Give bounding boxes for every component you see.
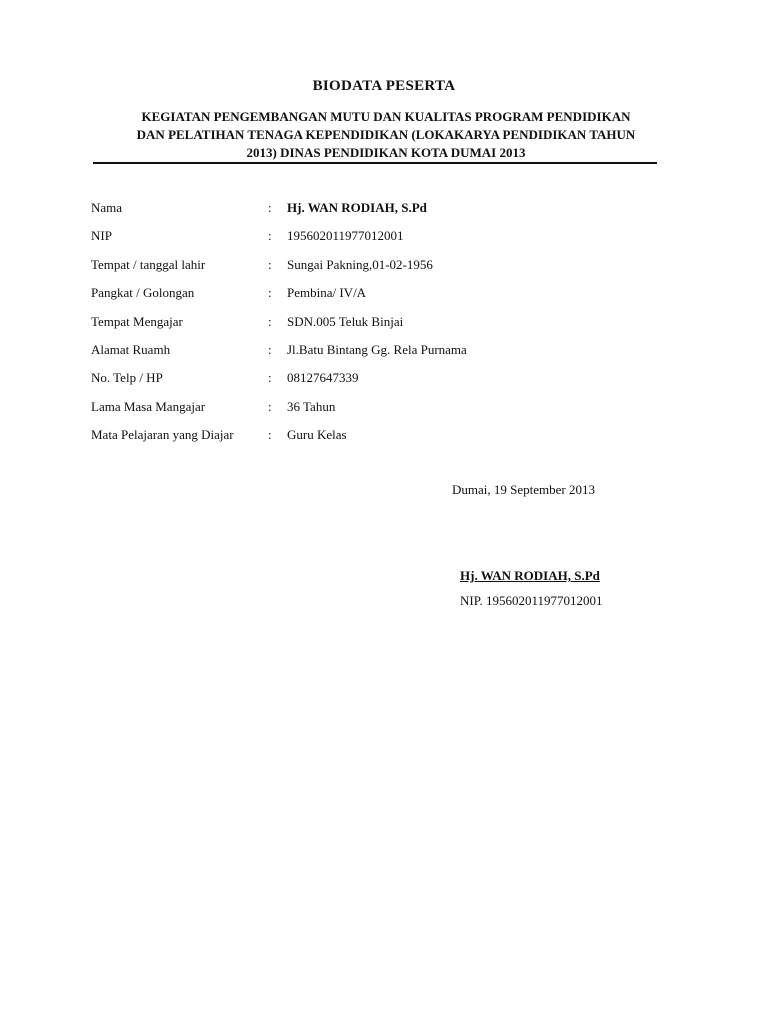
header-divider	[93, 162, 657, 164]
field-separator: :	[268, 341, 272, 357]
field-value: Guru Kelas	[287, 427, 347, 443]
biodata-row-rank	[91, 283, 651, 311]
field-value: SDN.005 Teluk Binjai	[287, 313, 404, 329]
field-label: Lama Masa Mangajar	[91, 398, 206, 414]
field-value: Jl.Batu Bintang Gg. Rela Purnama	[287, 341, 467, 357]
field-label: Mata Pelajaran yang Diajar	[91, 427, 234, 443]
field-label: Pangkat / Golongan	[91, 285, 195, 301]
subtitle-line: 2013) DINAS PENDIDIKAN KOTA DUMAI 2013	[246, 145, 526, 160]
field-separator: :	[268, 285, 272, 301]
biodata-row-address	[91, 340, 651, 368]
field-value: Hj. WAN RODIAH, S.Pd	[287, 200, 427, 215]
biodata-row-nip	[91, 226, 651, 254]
field-value: 08127647339	[287, 370, 359, 386]
field-value: 36 Tahun	[287, 398, 336, 414]
biodata-row-phone	[91, 368, 651, 396]
subtitle-line: DAN PELATIHAN TENAGA KEPENDIDIKAN (LOKAKARYA PENDIDIKAN TAHUN	[136, 127, 636, 142]
field-label: No. Telp / HP	[91, 370, 163, 386]
field-label: Tempat Mengajar	[91, 313, 183, 329]
field-separator: :	[268, 427, 272, 443]
field-label: Tempat / tanggal lahir	[91, 256, 206, 272]
signature-nip: NIP. 195602011977012001	[460, 593, 603, 608]
document-subtitle	[86, 108, 686, 162]
field-label: Nama	[91, 200, 123, 215]
field-separator: :	[268, 313, 272, 329]
field-value: Pembina/ IV/A	[287, 285, 367, 301]
biodata-row-nama	[91, 198, 651, 226]
biodata-row-school	[91, 312, 651, 340]
signature-place-date: Dumai, 19 September 2013	[452, 482, 595, 497]
field-separator: :	[268, 200, 272, 215]
field-value: 195602011977012001	[287, 228, 404, 244]
field-label: NIP	[91, 228, 112, 244]
field-value: Sungai Pakning,01-02-1956	[287, 256, 433, 272]
field-separator: :	[268, 370, 272, 386]
field-separator: :	[268, 256, 272, 272]
biodata-row-birth	[91, 255, 651, 283]
document-title: BIODATA PESERTA	[312, 78, 456, 94]
field-separator: :	[268, 398, 272, 414]
subtitle-line: KEGIATAN PENGEMBANGAN MUTU DAN KUALITAS PROGRAM PENDIDIKAN	[141, 109, 631, 124]
biodata-row-subject	[91, 425, 651, 453]
signature-name: Hj. WAN RODIAH, S.Pd	[460, 568, 600, 583]
field-label: Alamat Ruamh	[91, 341, 171, 357]
biodata-table	[91, 198, 651, 454]
field-separator: :	[268, 228, 272, 244]
biodata-row-tenure	[91, 397, 651, 425]
